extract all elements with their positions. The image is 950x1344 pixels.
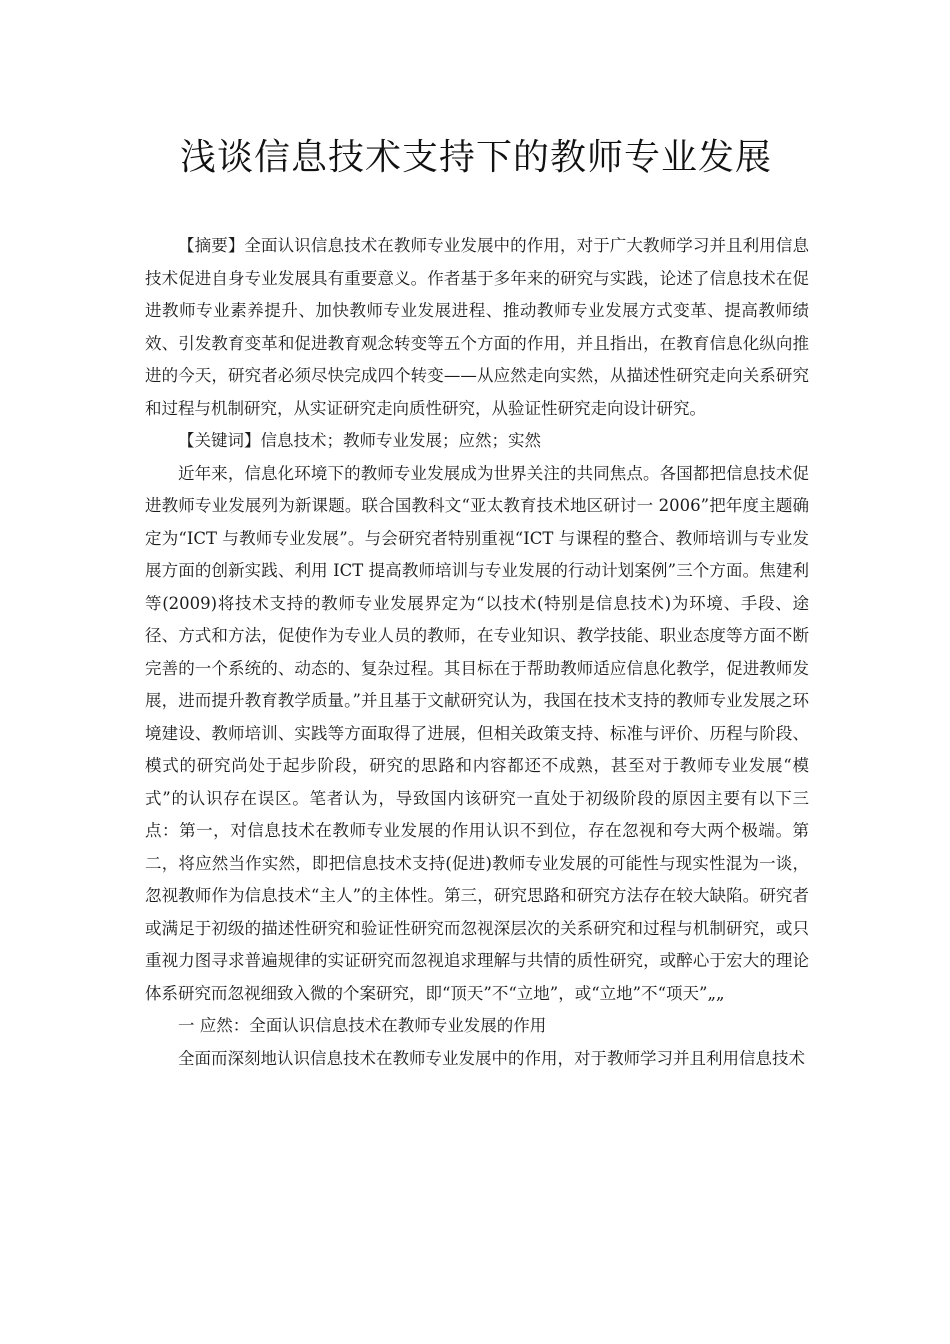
section-paragraph: 全面而深刻地认识信息技术在教师专业发展中的作用，对于教师学习并且利用信息技术	[178, 1048, 805, 1068]
abstract-paragraph: 【摘要】全面认识信息技术在教师专业发展中的作用，对于广大教师学习并且利用信息技术促进自身专业发展具有重要意义。作者基于多年来的研究与实践，论述了信息技术在促进教师专业素养提升、加快教师专业发展进程、推动教师专业发展方式变革、提高教师绩效、引发教育变革和促进教育观念转变等五个方面的作用，并且指出，在教育信息化纵向推进的今天，研究者必须尽快完成四个转变——从应然走向实然，从描述性研究走向关系研究和过程与机制研究，从实证研究走向质性研究，从验证性研究走向设计研究。	[145, 236, 809, 418]
document-title: 浅谈信息技术支持下的教师专业发展	[179, 137, 772, 178]
keywords-paragraph: 【关键词】信息技术；教师专业发展；应然；实然	[178, 431, 541, 450]
document-body	[145, 230, 809, 1075]
section-heading: 一 应然：全面认识信息技术在教师专业发展的作用	[178, 1016, 547, 1035]
intro-paragraph: 近年来，信息化环境下的教师专业发展成为世界关注的共同焦点。各国都把信息技术促进教师专业发展列为新课题。联合国教科文“亚太教育技术地区研讨一 2006”把年度主题确定为“ICT 与教师专业发展”。与会研究者特别重视“ICT 与课程的整合、教师培训与专业发展方面的创新实践、利用 ICT 提高教师培训与专业发展的行动计划案例”三个方面。焦建利等(2009)将技术支持的教师专业发展界定为“以技术(特别是信息技术)为环境、手段、途径、方式和方法，促使作为专业人员的教师，在专业知识、教学技能、职业态度等方面不断完善的一个系统的、动态的、复杂过程。其目标在于帮助教师适应信息化教学，促进教师发展，进而提升教育教学质量。”并且基于文献研究认为，我国在技术支持的教师专业发展之环境建设、教师培训、实践等方面取得了进展，但相关政策支持、标准与评价、历程与阶段、模式的研究尚处于起步阶段，研究的思路和内容都还不成熟，甚至对于教师专业发展“模式”的认识存在误区。笔者认为，导致国内该研究一直处于初级阶段的原因主要有以下三点：第一，对信息技术在教师专业发展的作用认识不到位，存在忽视和夸大两个极端。第二，将应然当作实然，即把信息技术支持(促进)教师专业发展的可能性与现实性混为一谈，忽视教师作为信息技术“主人”的主体性。第三，研究思路和研究方法存在较大缺陷。研究者或满足于初级的描述性研究和验证性研究而忽视深层次的关系研究和过程与机制研究，或只重视力图寻求普遍规律的实证研究而忽视追求理解与共情的质性研究，或醉心于宏大的理论体系研究而忽视细致入微的个案研究，即“顶天”不“立地”，或“立地”不“项天”„„	[145, 463, 809, 1003]
